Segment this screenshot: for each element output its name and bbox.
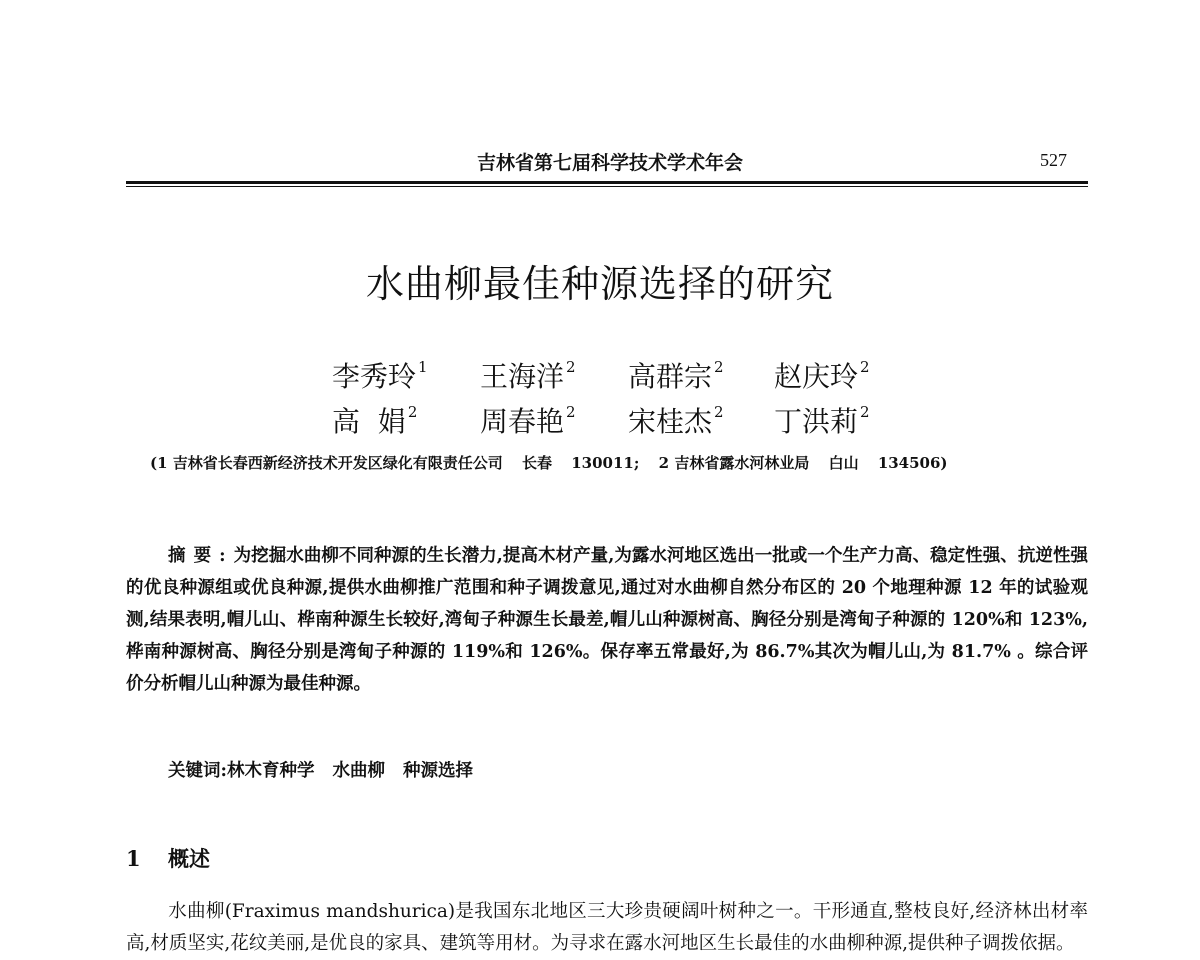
abstract-text: 为挖掘水曲柳不同种源的生长潜力,提高木材产量,为露水河地区选出一批或一个生产力高、稳定性强、抗逆性强的优良种源组或优良种源,提供水曲柳推广范围和种子调拨意见,通过对水曲柳自然分布区的 20 个地理种源 12 年的试验观测,结果表明,帽儿山、桦南种源生长较好,湾甸子种源生长最差,帽儿山种源树高、胸径分别是湾甸子种源的 120%和 123%,桦南种源树高、胸径分别是湾甸子种源的 119%和 126%。保存率五常最好,为 86.7%其次为帽儿山,为 81.7% 。综合评价分析帽儿山种源为最佳种源。 [126,546,1088,694]
body-paragraph [126,896,1088,960]
keywords-label: 关键词: [168,761,227,781]
author-4: 赵庆玲 $^2$ [774,358,870,393]
affiliation-1-zip: 130011; [571,454,640,472]
running-header-title: 吉林省第七届科学技术学术年会 [476,152,743,174]
header-rule-thin [126,186,1088,187]
affiliation-2-zip: 134506) [877,454,948,472]
affiliation-2-city: 白山 [828,454,859,472]
section-heading [126,843,210,873]
author-7: 宋桂杰 $^2$ [628,403,724,438]
keyword: 林木育种学 [226,761,315,781]
author-8: 丁洪莉 $^2$ [774,403,870,438]
affiliations [150,452,962,473]
author-5: 高 娟 $^2$ [332,403,418,438]
body-text: 水曲柳(Fraximus mandshurica)是我国东北地区三大珍贵硬阔叶树种之一。干形通直,整枝良好,经济林出材率高,材质坚实,花纹美丽,是优良的家具、建筑等用材。为寻求在露水河地区生长最佳的水曲柳种源,提供种子调拨依据。 [126,901,1088,954]
affiliation-2: 2 吉林省露水河林业局 [658,454,810,472]
abstract-label: 摘要: [168,546,234,566]
author-2: 王海洋 $^2$ [480,358,576,393]
keyword: 种源选择 [402,761,473,781]
section-title: 概述 [168,846,210,871]
header-rule-thick [126,181,1088,184]
keywords [168,757,491,782]
paper-title: 水曲柳最佳种源选择的研究 [365,262,834,306]
affiliation-1: (1 吉林省长春西新经济技术开发区绿化有限责任公司 [150,454,503,472]
author-6: 周春艳 $^2$ [480,403,576,438]
author-1: 李秀玲 $^1$ [332,358,428,393]
section-number: 1 [126,846,141,871]
page-number: 527 [1040,150,1067,170]
affiliation-1-city: 长春 [522,454,553,472]
keyword: 水曲柳 [332,761,385,781]
abstract [126,540,1088,700]
author-3: 高群宗 $^2$ [628,358,724,393]
